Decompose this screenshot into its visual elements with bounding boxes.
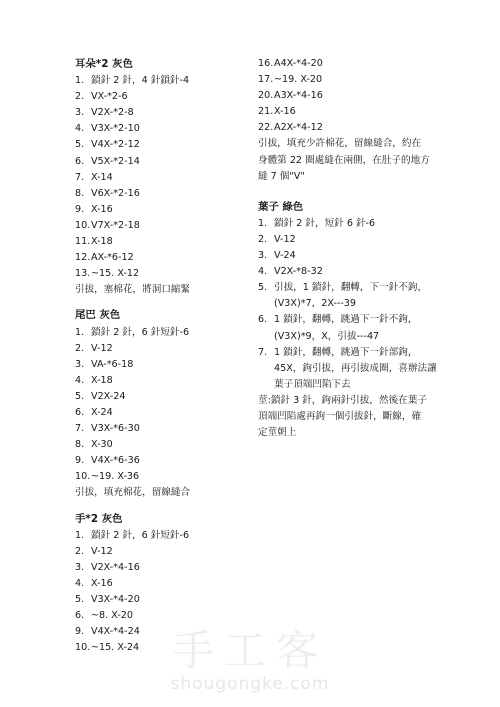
list-item: 10. ~19. X-36 <box>75 471 140 483</box>
list-item: 4. V3X-*2-10 <box>75 123 140 135</box>
section-title: 葉子 綠色 <box>258 200 304 213</box>
list-item: 9. V4X-*6-36 <box>75 455 140 467</box>
list-item: 1. 鎖針 2 針，短針 6 針-6 <box>258 217 376 229</box>
right-column <box>258 56 438 450</box>
list-item: 1. 鎖針 2 針，6 針短針-6 <box>75 326 190 338</box>
list-item: 3. VA-*6-18 <box>75 358 134 370</box>
list-item: 4. V2X-*8-32 <box>258 266 323 278</box>
list-item: 3. V2X-*4-16 <box>75 561 140 573</box>
watermark-logo: 手工客 <box>171 626 328 675</box>
section-title: 手*2 灰色 <box>75 512 123 525</box>
list-item: 20. A3X-*4-16 <box>258 90 323 102</box>
section-title: 耳朵*2 灰色 <box>75 58 133 70</box>
list-item: 16. A4X-*4-20 <box>258 58 323 69</box>
section-note: 引拔，塞棉花，將洞口縮緊 <box>75 284 191 296</box>
list-item: 2. V-12 <box>75 545 113 557</box>
list-item: 3. V2X-*2-8 <box>75 107 134 119</box>
list-item: 8. X-30 <box>75 439 113 451</box>
list-item: 10. V7X-*2-18 <box>75 219 140 231</box>
list-item: 2. VX-*2-6 <box>75 91 128 103</box>
list-item: 2. V-12 <box>258 233 296 245</box>
list-item: 4. X-18 <box>75 374 113 386</box>
list-item: 1. 鎖針 2 針，6 針短針-6 <box>75 529 190 541</box>
list-item: 2. V-12 <box>75 342 113 354</box>
section-tail <box>75 307 245 501</box>
list-item: 9. V4X-*4-24 <box>75 626 140 638</box>
list-item: 17. ~19. X-20 <box>258 74 323 86</box>
list-item: 13. ~15. X-12 <box>75 268 140 280</box>
list-item: 21. X-16 <box>258 106 296 118</box>
list-item: 4. X-16 <box>75 577 113 589</box>
section-ears <box>75 56 245 298</box>
list-item: 8. V6X-*2-16 <box>75 187 140 199</box>
list-item: 6. V5X-*2-14 <box>75 155 140 167</box>
section-note: 莖:鎖針 3 針，鉤兩針引拔，然後在葉子頂端凹陷處再鉤一個引拔針，斷線，確定莖朝上 <box>258 394 427 439</box>
list-item: 6. 1 鎖針，翻轉，跳過下一針不鉤， (V3X)*9，X，引拔---47 <box>258 314 418 342</box>
section-leaf <box>258 199 438 441</box>
watermark-url: shougongke.com <box>170 674 330 694</box>
section-note: 引拔，填充棉花，留線縫合 <box>75 487 191 499</box>
list-item: 12. AX-*6-12 <box>75 252 134 264</box>
list-item: 5. V4X-*2-12 <box>75 139 140 151</box>
section-arms-continued <box>258 56 438 185</box>
list-item: 5. 引拔，1 鎖針，翻轉，下一針不鉤， (V3X)*7，2X---39 <box>258 282 428 310</box>
list-item: 3. V-24 <box>258 250 296 262</box>
list-item: 6. ~8. X-20 <box>75 610 134 622</box>
list-item: 7. X-14 <box>75 171 113 183</box>
list-item: 5. V3X-*4-20 <box>75 594 140 605</box>
list-item: 7. 1 鎖針，翻轉，跳過下一針部鉤， 45X，鉤引拔，再引拔成圈，喜辦法讓葉子頂端凹陷下去 <box>258 346 437 390</box>
list-item: 7. V3X-*6-30 <box>75 423 140 435</box>
watermark <box>0 628 500 694</box>
left-column <box>75 56 245 665</box>
section-title: 尾巴 灰色 <box>75 309 121 322</box>
list-item: 22. A2X-*4-12 <box>258 122 323 134</box>
list-item: 1. 鎖針 2 針，4 針鎖針-4 <box>75 75 190 87</box>
list-item: 10. ~15. X-24 <box>75 642 140 654</box>
list-item: 6. X-24 <box>75 406 113 418</box>
list-item: 5. V2X-24 <box>75 390 126 402</box>
list-item: 11. X-18 <box>75 236 113 248</box>
list-item: 9. X-16 <box>75 203 113 215</box>
section-note: 引拔，填充少許棉花，留線縫合，約在身體第 22 圈處縫在兩側，在肚子的地方縫 7 個"V" <box>258 138 430 182</box>
